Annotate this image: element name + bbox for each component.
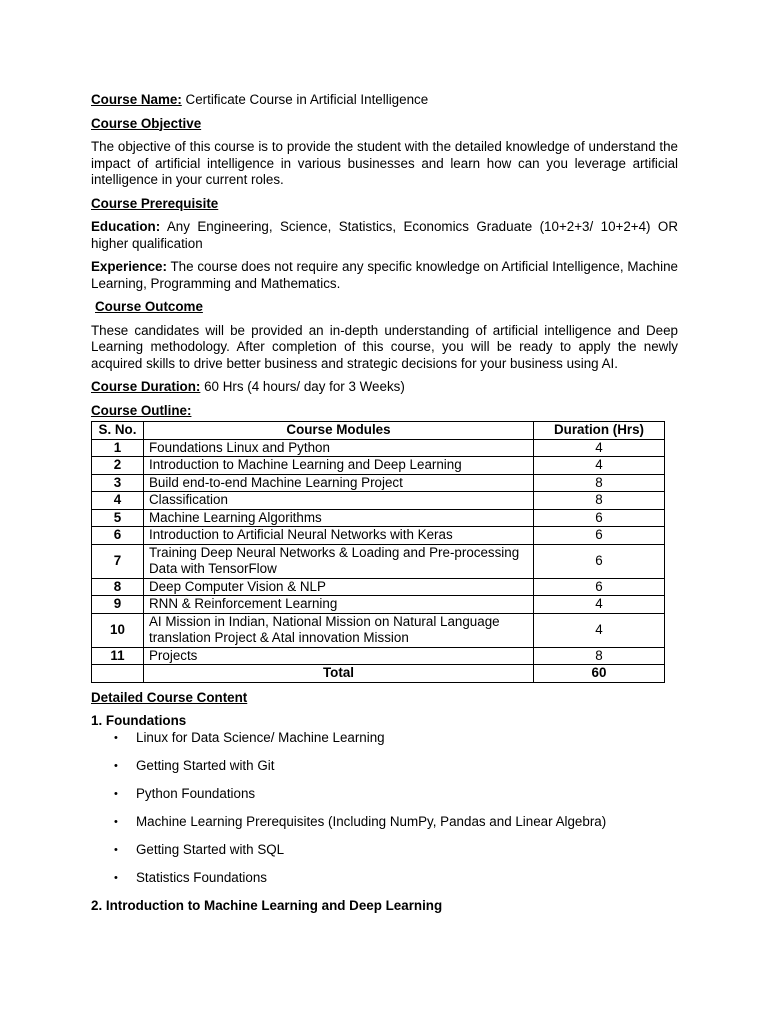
total-empty-cell <box>92 665 144 683</box>
row-duration: 6 <box>534 578 665 596</box>
row-duration: 4 <box>534 613 665 647</box>
list-item: • Getting Started with Git <box>114 758 678 775</box>
row-module: Classification <box>144 492 534 510</box>
row-duration: 6 <box>534 527 665 545</box>
outcome-heading: Course Outcome <box>95 299 203 314</box>
row-sno: 11 <box>92 647 144 665</box>
education-text: Any Engineering, Science, Statistics, Economics Graduate (10+2+3/ 10+2+4) OR higher qualification <box>91 219 679 251</box>
document-page <box>91 92 678 914</box>
course-name-value: Certificate Course in Artificial Intelligence <box>185 92 429 107</box>
table-row <box>92 492 665 510</box>
row-module: Build end-to-end Machine Learning Project <box>144 474 534 492</box>
detailed-heading: Detailed Course Content <box>91 689 248 705</box>
course-outline-table <box>91 421 665 683</box>
list-item: • Machine Learning Prerequisites (Including NumPy, Pandas and Linear Algebra) <box>114 814 678 831</box>
row-duration: 6 <box>534 509 665 527</box>
total-value: 60 <box>534 665 665 683</box>
row-sno: 6 <box>92 527 144 545</box>
section1-list <box>91 730 678 887</box>
row-duration: 6 <box>534 544 665 578</box>
row-sno: 1 <box>92 439 144 457</box>
list-item: • Python Foundations <box>114 786 678 803</box>
outcome-text: These candidates will be provided an in-depth understanding of artificial intelligence and Deep Learning methodology. After completion of this course, you will be ready to apply the newly acquired skills to drive better business and strategic decisions for your business using AI. <box>91 322 678 371</box>
row-sno: 10 <box>92 613 144 647</box>
experience-line <box>91 259 678 292</box>
row-module: AI Mission in Indian, National Mission on Natural Language translation Project & Atal innovation Mission <box>144 613 534 647</box>
table-header-row <box>92 422 665 440</box>
header-module: Course Modules <box>144 422 534 440</box>
row-sno: 2 <box>92 457 144 475</box>
row-duration: 4 <box>534 596 665 614</box>
table-row <box>92 647 665 665</box>
row-duration: 4 <box>534 439 665 457</box>
list-item: • Getting Started with SQL <box>114 842 678 859</box>
row-duration: 8 <box>534 492 665 510</box>
objective-text: The objective of this course is to provide the student with the detailed knowledge of understand the impact of artificial intelligence in various businesses and learn how can you leverage artificial intelligence in your current roles. <box>91 139 678 187</box>
education-line <box>91 219 678 252</box>
table-row <box>92 474 665 492</box>
row-module: Foundations Linux and Python <box>144 439 534 457</box>
row-module: Introduction to Machine Learning and Deep Learning <box>144 457 534 475</box>
table-total-row <box>92 665 665 683</box>
outline-heading: Course Outline: <box>91 402 192 418</box>
experience-label: Experience: <box>91 259 167 274</box>
header-sno: S. No. <box>92 422 144 440</box>
section1-title: 1. Foundations <box>91 713 187 728</box>
row-duration: 8 <box>534 647 665 665</box>
row-duration: 8 <box>534 474 665 492</box>
experience-text: The course does not require any specific knowledge on Artificial Intelligence, Machine Learning, Programming and Mathematics. <box>91 259 678 291</box>
row-sno: 3 <box>92 474 144 492</box>
row-module: Training Deep Neural Networks & Loading and Pre-processing Data with TensorFlow <box>144 544 534 578</box>
table-row <box>92 544 665 578</box>
row-module: Machine Learning Algorithms <box>144 509 534 527</box>
duration-label: Course Duration: <box>91 379 201 394</box>
row-module: RNN & Reinforcement Learning <box>144 596 534 614</box>
section2-title: 2. Introduction to Machine Learning and Deep Learning <box>91 897 443 913</box>
table-row <box>92 578 665 596</box>
table-row <box>92 596 665 614</box>
row-sno: 5 <box>92 509 144 527</box>
table-row <box>92 439 665 457</box>
objective-heading: Course Objective <box>91 115 202 131</box>
row-sno: 9 <box>92 596 144 614</box>
table-row <box>92 509 665 527</box>
prerequisite-heading: Course Prerequisite <box>91 195 219 211</box>
row-sno: 7 <box>92 544 144 578</box>
course-name-label: Course Name: <box>91 92 182 107</box>
list-item: • Linux for Data Science/ Machine Learning <box>114 730 678 747</box>
table-row <box>92 457 665 475</box>
education-label: Education: <box>91 219 161 234</box>
table-row <box>92 613 665 647</box>
header-duration: Duration (Hrs) <box>534 422 665 440</box>
duration-value: 60 Hrs (4 hours/ day for 3 Weeks) <box>204 379 405 394</box>
row-module: Deep Computer Vision & NLP <box>144 578 534 596</box>
course-name-line <box>91 92 678 109</box>
table-row <box>92 527 665 545</box>
duration-line <box>91 379 678 396</box>
row-module: Projects <box>144 647 534 665</box>
row-sno: 8 <box>92 578 144 596</box>
row-module: Introduction to Artificial Neural Networks with Keras <box>144 527 534 545</box>
total-label: Total <box>144 665 534 683</box>
row-sno: 4 <box>92 492 144 510</box>
list-item: • Statistics Foundations <box>114 870 678 887</box>
row-duration: 4 <box>534 457 665 475</box>
outcome-heading-line <box>91 299 678 316</box>
